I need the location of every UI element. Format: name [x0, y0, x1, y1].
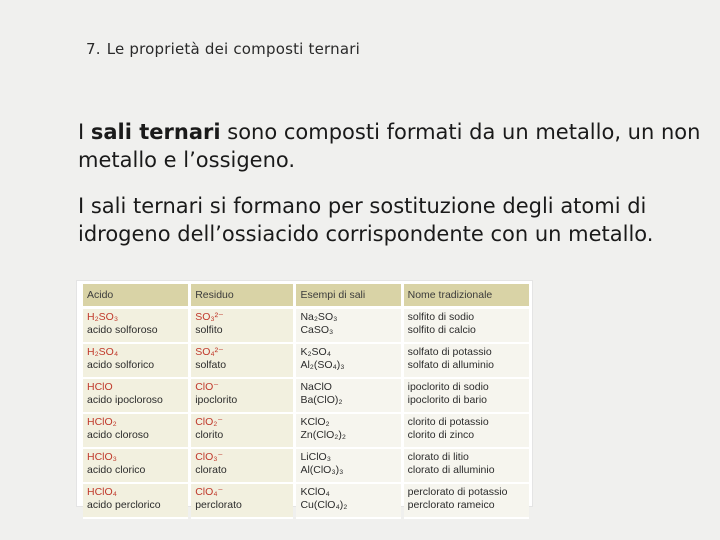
- salts-cell: [296, 309, 400, 344]
- name-cell: [404, 309, 529, 344]
- salts-cell: [296, 344, 400, 379]
- salts-cell: [296, 449, 400, 484]
- res-name: solfito: [195, 323, 223, 336]
- bold-term: sali ternari: [90, 120, 221, 144]
- salt1: NaClO: [300, 381, 332, 393]
- name1: solfato di potassio: [407, 346, 492, 358]
- paragraph-rest: sono composti formati da un metallo, un non metallo e l’ossigeno.: [78, 120, 701, 172]
- acid-cell: [83, 379, 188, 414]
- acid-formula: HClO: [87, 381, 113, 393]
- acid-cell: [83, 309, 188, 344]
- salt1: KClO₂: [300, 416, 330, 428]
- acid-formula: HClO₂: [87, 416, 117, 428]
- salt1: LiClO₃: [300, 451, 331, 463]
- res-name: clorito: [195, 428, 224, 441]
- res-formula: ClO₄⁻: [195, 486, 224, 498]
- table-row: [83, 344, 529, 379]
- res-formula: ClO⁻: [195, 381, 219, 393]
- name2: perclorato rameico: [407, 498, 495, 511]
- res-formula: ClO₃⁻: [195, 451, 224, 463]
- header-nome: Nome tradizionale: [404, 284, 529, 309]
- res-formula: ClO₂⁻: [195, 416, 223, 428]
- residue-cell: [191, 344, 293, 379]
- res-formula: SO₄²⁻: [195, 346, 224, 358]
- name-cell: [404, 484, 529, 519]
- header-esempi: Esempi di sali: [296, 284, 400, 309]
- salt2: Al₂(SO₄)₃: [300, 358, 345, 371]
- name1: clorato di litio: [407, 451, 469, 463]
- salts-cell: [296, 414, 400, 449]
- formation-paragraph: I sali ternari si formano per sostituzione degli atomi di idrogeno dell’ossiacido corrispondente con un metallo.: [78, 194, 654, 246]
- residue-cell: [191, 379, 293, 414]
- salt1: KClO₄: [300, 486, 330, 498]
- res-name: ipoclorito: [195, 393, 238, 406]
- res-formula: SO₃²⁻: [195, 311, 224, 323]
- acid-name: acido perclorico: [87, 498, 161, 511]
- salt2: Al(ClO₃)₃: [300, 463, 344, 476]
- acid-name: acido clorico: [87, 463, 146, 476]
- salt2: Cu(ClO₄)₂: [300, 498, 348, 511]
- salts-cell: [296, 379, 400, 414]
- residue-cell: [191, 309, 293, 344]
- definition-paragraph: [78, 118, 708, 174]
- residue-cell: [191, 414, 293, 449]
- table-row: [83, 414, 529, 449]
- name1: solfito di sodio: [407, 311, 475, 323]
- table-row: [83, 484, 529, 519]
- name-cell: [404, 344, 529, 379]
- name1: clorito di potassio: [407, 416, 489, 428]
- acid-cell: [83, 414, 188, 449]
- salt1: Na₂SO₃: [300, 311, 338, 323]
- acid-name: acido cloroso: [87, 428, 149, 441]
- salts-cell: [296, 484, 400, 519]
- acid-formula: H₂SO₃: [87, 311, 119, 323]
- table-row: [83, 379, 529, 414]
- table-row: [83, 449, 529, 484]
- slide-number: 7.: [86, 40, 101, 58]
- acid-name: acido solforoso: [87, 323, 158, 336]
- salt2: Ba(ClO)₂: [300, 393, 343, 406]
- name1: perclorato di potassio: [407, 486, 508, 498]
- table-row: [83, 309, 529, 344]
- name2: clorito di zinco: [407, 428, 475, 441]
- acid-name: acido solforico: [87, 358, 155, 371]
- salt2: Zn(ClO₂)₂: [300, 428, 346, 441]
- name-cell: [404, 379, 529, 414]
- name1: ipoclorito di sodio: [407, 381, 489, 393]
- name2: solfito di calcio: [407, 323, 476, 336]
- acid-formula: HClO₃: [87, 451, 117, 463]
- paragraph-prefix: I: [78, 120, 91, 144]
- salt2: CaSO₃: [300, 323, 334, 336]
- acid-formula: HClO₄: [87, 486, 117, 498]
- res-name: solfato: [195, 358, 227, 371]
- salts-table: [80, 284, 532, 519]
- header-residuo: Residuo: [191, 284, 293, 309]
- name2: clorato di alluminio: [407, 463, 495, 476]
- table-header-row: [83, 284, 529, 309]
- acid-formula: H₂SO₄: [87, 346, 119, 358]
- slide-header: [86, 40, 360, 58]
- residue-cell: [191, 449, 293, 484]
- salt1: K₂SO₄: [300, 346, 331, 358]
- name2: ipoclorito di bario: [407, 393, 487, 406]
- res-name: perclorato: [195, 498, 242, 511]
- acid-cell: [83, 344, 188, 379]
- name-cell: [404, 449, 529, 484]
- acid-name: acido ipocloroso: [87, 393, 163, 406]
- residue-cell: [191, 484, 293, 519]
- acid-cell: [83, 484, 188, 519]
- res-name: clorato: [195, 463, 227, 476]
- acid-cell: [83, 449, 188, 484]
- name-cell: [404, 414, 529, 449]
- header-acido: Acido: [83, 284, 188, 309]
- slide-title: Le proprietà dei composti ternari: [106, 40, 360, 58]
- salts-table-figure: [77, 281, 532, 511]
- name2: solfato di alluminio: [407, 358, 494, 371]
